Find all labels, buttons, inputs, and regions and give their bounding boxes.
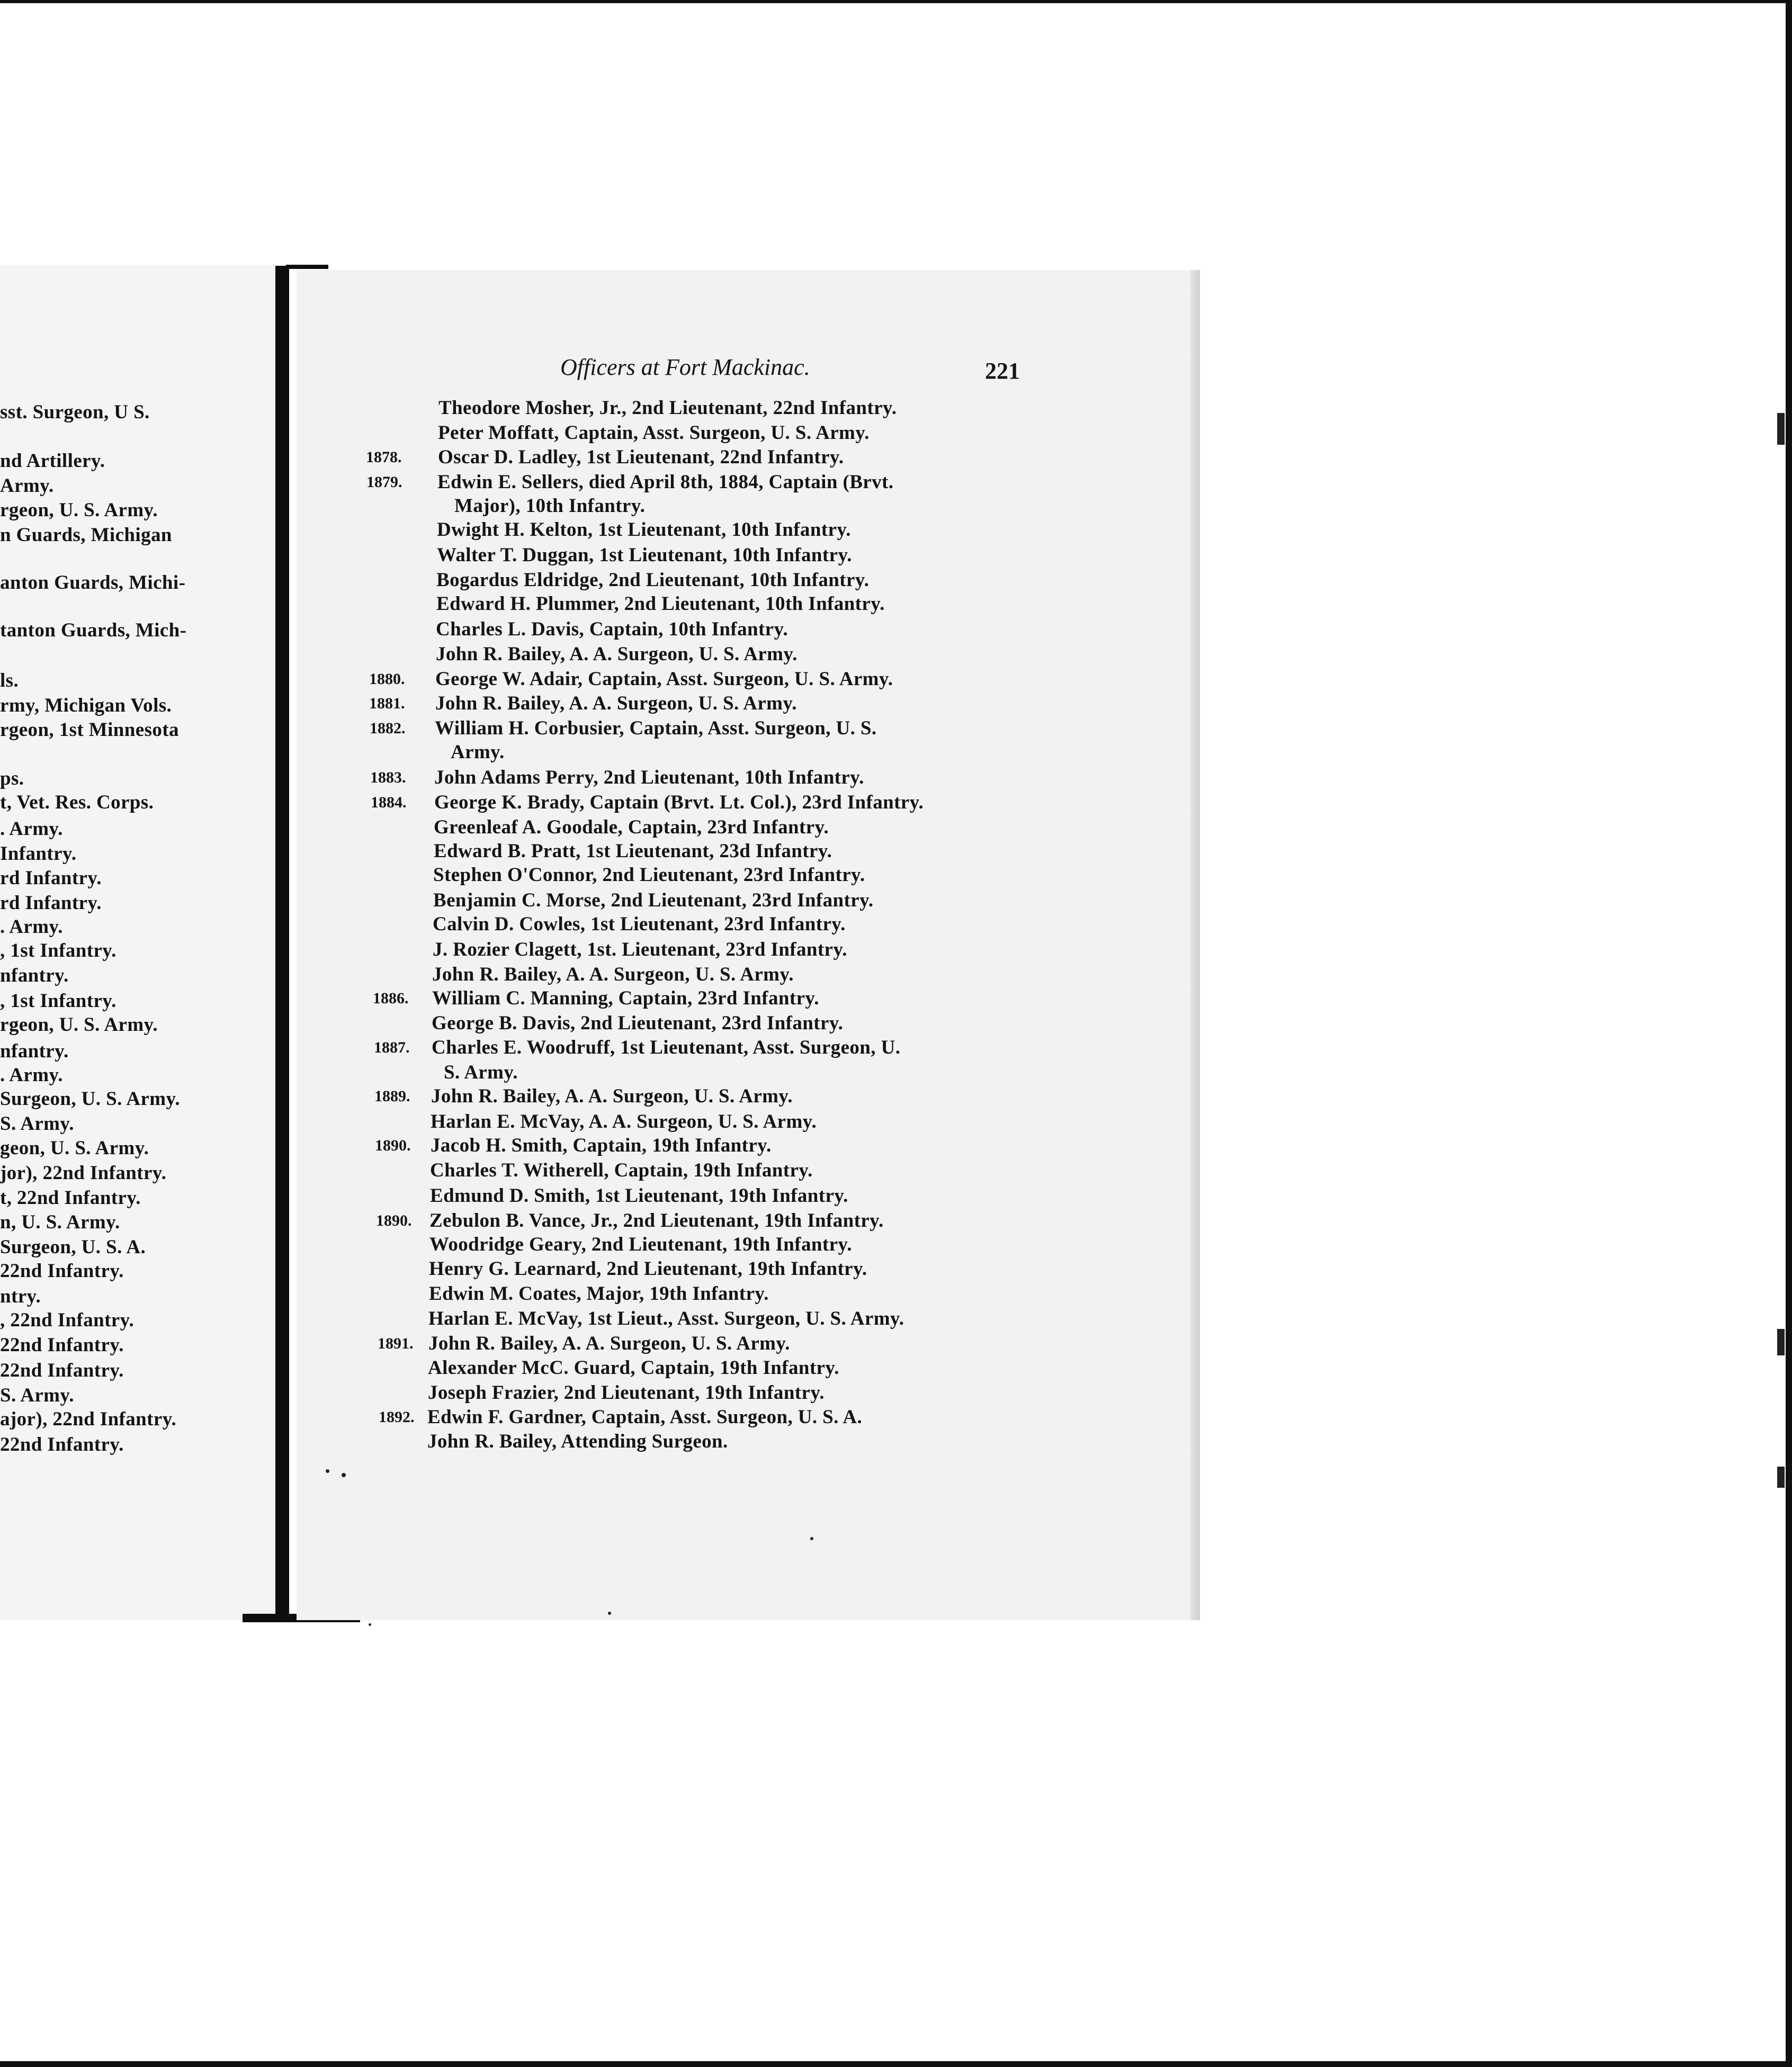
left-page-line: . Army.	[0, 1064, 63, 1086]
entry-year: 1890.	[376, 1212, 412, 1229]
entry-text: Zebulon B. Vance, Jr., 2nd Lieutenant, 19th Infantry.	[429, 1210, 884, 1232]
entry-text: John R. Bailey, A. A. Surgeon, U. S. Army.	[435, 693, 797, 714]
scan-border-right	[1786, 0, 1792, 2067]
entry-text: Edmund D. Smith, 1st Lieutenant, 19th Infantry.	[430, 1185, 848, 1207]
left-page-line: Surgeon, U. S. Army.	[0, 1088, 181, 1110]
entry-year: 1878.	[366, 448, 402, 466]
left-page-line: . Army.	[0, 818, 63, 840]
left-page-line: , 1st Infantry.	[0, 990, 117, 1012]
entry-text: Alexander McC. Guard, Captain, 19th Infantry.	[428, 1357, 839, 1379]
left-page-line: Surgeon, U. S. A.	[0, 1236, 146, 1258]
entry-text: Charles L. Davis, Captain, 10th Infantry.	[436, 618, 789, 640]
entry-year: 1887.	[374, 1039, 410, 1056]
page-number: 221	[985, 358, 1020, 384]
left-page-line: jor), 22nd Infantry.	[0, 1162, 167, 1184]
left-page-line: 22nd Infantry.	[0, 1260, 124, 1282]
entry-year: 1881.	[369, 695, 405, 712]
left-page-line: nd Artillery.	[0, 450, 105, 472]
edge-mark	[1777, 413, 1785, 445]
entry-text: George B. Davis, 2nd Lieutenant, 23rd Infantry.	[432, 1012, 844, 1034]
left-page-line: t, Vet. Res. Corps.	[0, 792, 154, 813]
entry-text: John R. Bailey, A. A. Surgeon, U. S. Army.	[432, 964, 794, 985]
entry-text: Army.	[451, 741, 505, 763]
entry-text: Harlan E. McVay, A. A. Surgeon, U. S. Army.	[431, 1111, 817, 1133]
left-page-line: rd Infantry.	[0, 892, 102, 914]
left-page-line: rmy, Michigan Vols.	[0, 695, 172, 716]
left-page-line: , 1st Infantry.	[0, 940, 117, 961]
left-page-line: ajor), 22nd Infantry.	[0, 1408, 177, 1430]
entry-text: George K. Brady, Captain (Brvt. Lt. Col.), 23rd Infantry.	[434, 792, 924, 813]
left-page-line: 22nd Infantry.	[0, 1334, 124, 1356]
entry-year: 1879.	[366, 473, 402, 491]
left-page-line: S. Army.	[0, 1113, 74, 1135]
entry-year: 1882.	[370, 720, 406, 737]
edge-mark	[1777, 1329, 1785, 1355]
entry-year: 1883.	[370, 769, 406, 786]
entry-text: Edward H. Plummer, 2nd Lieutenant, 10th Infantry.	[436, 593, 885, 615]
entry-text: John Adams Perry, 2nd Lieutenant, 10th Infantry.	[434, 767, 864, 788]
left-page-line: rgeon, U. S. Army.	[0, 499, 158, 521]
left-page-line: nfantry.	[0, 1040, 69, 1062]
entry-text: Charles T. Witherell, Captain, 19th Infantry.	[430, 1160, 813, 1181]
entry-text: Major), 10th Infantry.	[454, 495, 646, 517]
entry-text: John R. Bailey, A. A. Surgeon, U. S. Army.	[431, 1085, 793, 1107]
scan-border-top	[0, 0, 1792, 3]
left-page-line: rgeon, U. S. Army.	[0, 1014, 158, 1036]
left-page-line: ntry.	[0, 1286, 41, 1307]
left-page-line: n Guards, Michigan	[0, 524, 172, 546]
entry-text: J. Rozier Clagett, 1st. Lieutenant, 23rd Infantry.	[433, 939, 847, 960]
entry-text: Edward B. Pratt, 1st Lieutenant, 23d Infantry.	[434, 840, 832, 862]
entry-text: Jacob H. Smith, Captain, 19th Infantry.	[431, 1135, 772, 1156]
left-page-line: geon, U. S. Army.	[0, 1137, 149, 1159]
entry-text: Benjamin C. Morse, 2nd Lieutenant, 23rd Infantry.	[433, 889, 874, 911]
entry-text: Oscar D. Ladley, 1st Lieutenant, 22nd Infantry.	[438, 446, 844, 468]
left-page-line: t, 22nd Infantry.	[0, 1187, 141, 1209]
entry-text: William C. Manning, Captain, 23rd Infantry.	[432, 987, 819, 1009]
scan-border-bottom	[0, 2061, 1792, 2067]
entry-text: Greenleaf A. Goodale, Captain, 23rd Infantry.	[434, 816, 829, 838]
entry-text: S. Army.	[444, 1062, 518, 1083]
left-page-line: ps.	[0, 768, 24, 789]
gutter-tick	[286, 265, 328, 269]
left-page-line: 22nd Infantry.	[0, 1360, 124, 1381]
left-page-line: nfantry.	[0, 965, 69, 986]
entry-text: Edwin F. Gardner, Captain, Asst. Surgeon, U. S. A.	[427, 1406, 863, 1428]
speck	[326, 1469, 329, 1473]
left-page-line: tanton Guards, Mich-	[0, 619, 187, 641]
page-title: Officers at Fort Mackinac.	[560, 354, 810, 380]
entry-text: John R. Bailey, A. A. Surgeon, U. S. Army.	[436, 643, 798, 665]
entry-text: Harlan E. McVay, 1st Lieut., Asst. Surgeon, U. S. Army.	[428, 1308, 904, 1329]
entry-year: 1892.	[379, 1408, 415, 1426]
entry-text: John R. Bailey, Attending Surgeon.	[427, 1431, 728, 1452]
left-page-line: 22nd Infantry.	[0, 1434, 124, 1455]
entry-year: 1890.	[375, 1137, 411, 1154]
left-page-line: S. Army.	[0, 1385, 74, 1406]
entry-text: Charles E. Woodruff, 1st Lieutenant, Asst. Surgeon, U.	[432, 1037, 901, 1058]
entry-text: Edwin E. Sellers, died April 8th, 1884, Captain (Brvt.	[437, 471, 894, 493]
left-page-line: . Army.	[0, 916, 63, 938]
entry-year: 1889.	[374, 1088, 410, 1105]
speck	[608, 1612, 611, 1615]
left-page-line: sst. Surgeon, U S.	[0, 401, 150, 423]
entry-text: Theodore Mosher, Jr., 2nd Lieutenant, 22nd Infantry.	[438, 397, 897, 419]
entry-text: Walter T. Duggan, 1st Lieutenant, 10th Infantry.	[437, 544, 852, 566]
left-page-line: Army.	[0, 475, 54, 497]
entry-text: Edwin M. Coates, Major, 19th Infantry.	[429, 1283, 769, 1305]
entry-text: George W. Adair, Captain, Asst. Surgeon, U. S. Army.	[435, 668, 893, 690]
left-page-line: rd Infantry.	[0, 867, 102, 889]
left-page-line: Infantry.	[0, 843, 77, 865]
left-page-line: n, U. S. Army.	[0, 1211, 120, 1233]
entry-year: 1880.	[369, 670, 405, 688]
page-edge-shadow	[1190, 270, 1200, 1620]
gutter-bar	[275, 266, 289, 1620]
entry-text: Woodridge Geary, 2nd Lieutenant, 19th Infantry.	[429, 1234, 852, 1255]
entry-text: John R. Bailey, A. A. Surgeon, U. S. Army.	[428, 1333, 790, 1354]
entry-year: 1891.	[378, 1335, 414, 1352]
entry-text: Stephen O'Connor, 2nd Lieutenant, 23rd Infantry.	[433, 864, 865, 886]
speck	[369, 1623, 371, 1626]
entry-text: Dwight H. Kelton, 1st Lieutenant, 10th Infantry.	[437, 519, 851, 541]
left-page-line: ls.	[0, 670, 19, 691]
entry-year: 1884.	[371, 794, 407, 811]
entry-text: Henry G. Learnard, 2nd Lieutenant, 19th Infantry.	[429, 1258, 867, 1280]
left-page-line: rgeon, 1st Minnesota	[0, 719, 179, 741]
entry-text: William H. Corbusier, Captain, Asst. Surgeon, U. S.	[435, 717, 877, 739]
edge-mark	[1777, 1467, 1785, 1488]
left-page-line: , 22nd Infantry.	[0, 1309, 135, 1331]
left-page-line: anton Guards, Michi-	[0, 572, 186, 594]
entry-text: Bogardus Eldridge, 2nd Lieutenant, 10th Infantry.	[436, 569, 870, 591]
entry-year: 1886.	[373, 990, 409, 1007]
entry-text: Peter Moffatt, Captain, Asst. Surgeon, U. S. Army.	[438, 422, 870, 444]
speck	[342, 1473, 346, 1477]
entry-text: Calvin D. Cowles, 1st Lieutenant, 23rd Infantry.	[433, 913, 846, 935]
speck	[810, 1537, 813, 1540]
entry-text: Joseph Frazier, 2nd Lieutenant, 19th Infantry.	[428, 1382, 825, 1404]
